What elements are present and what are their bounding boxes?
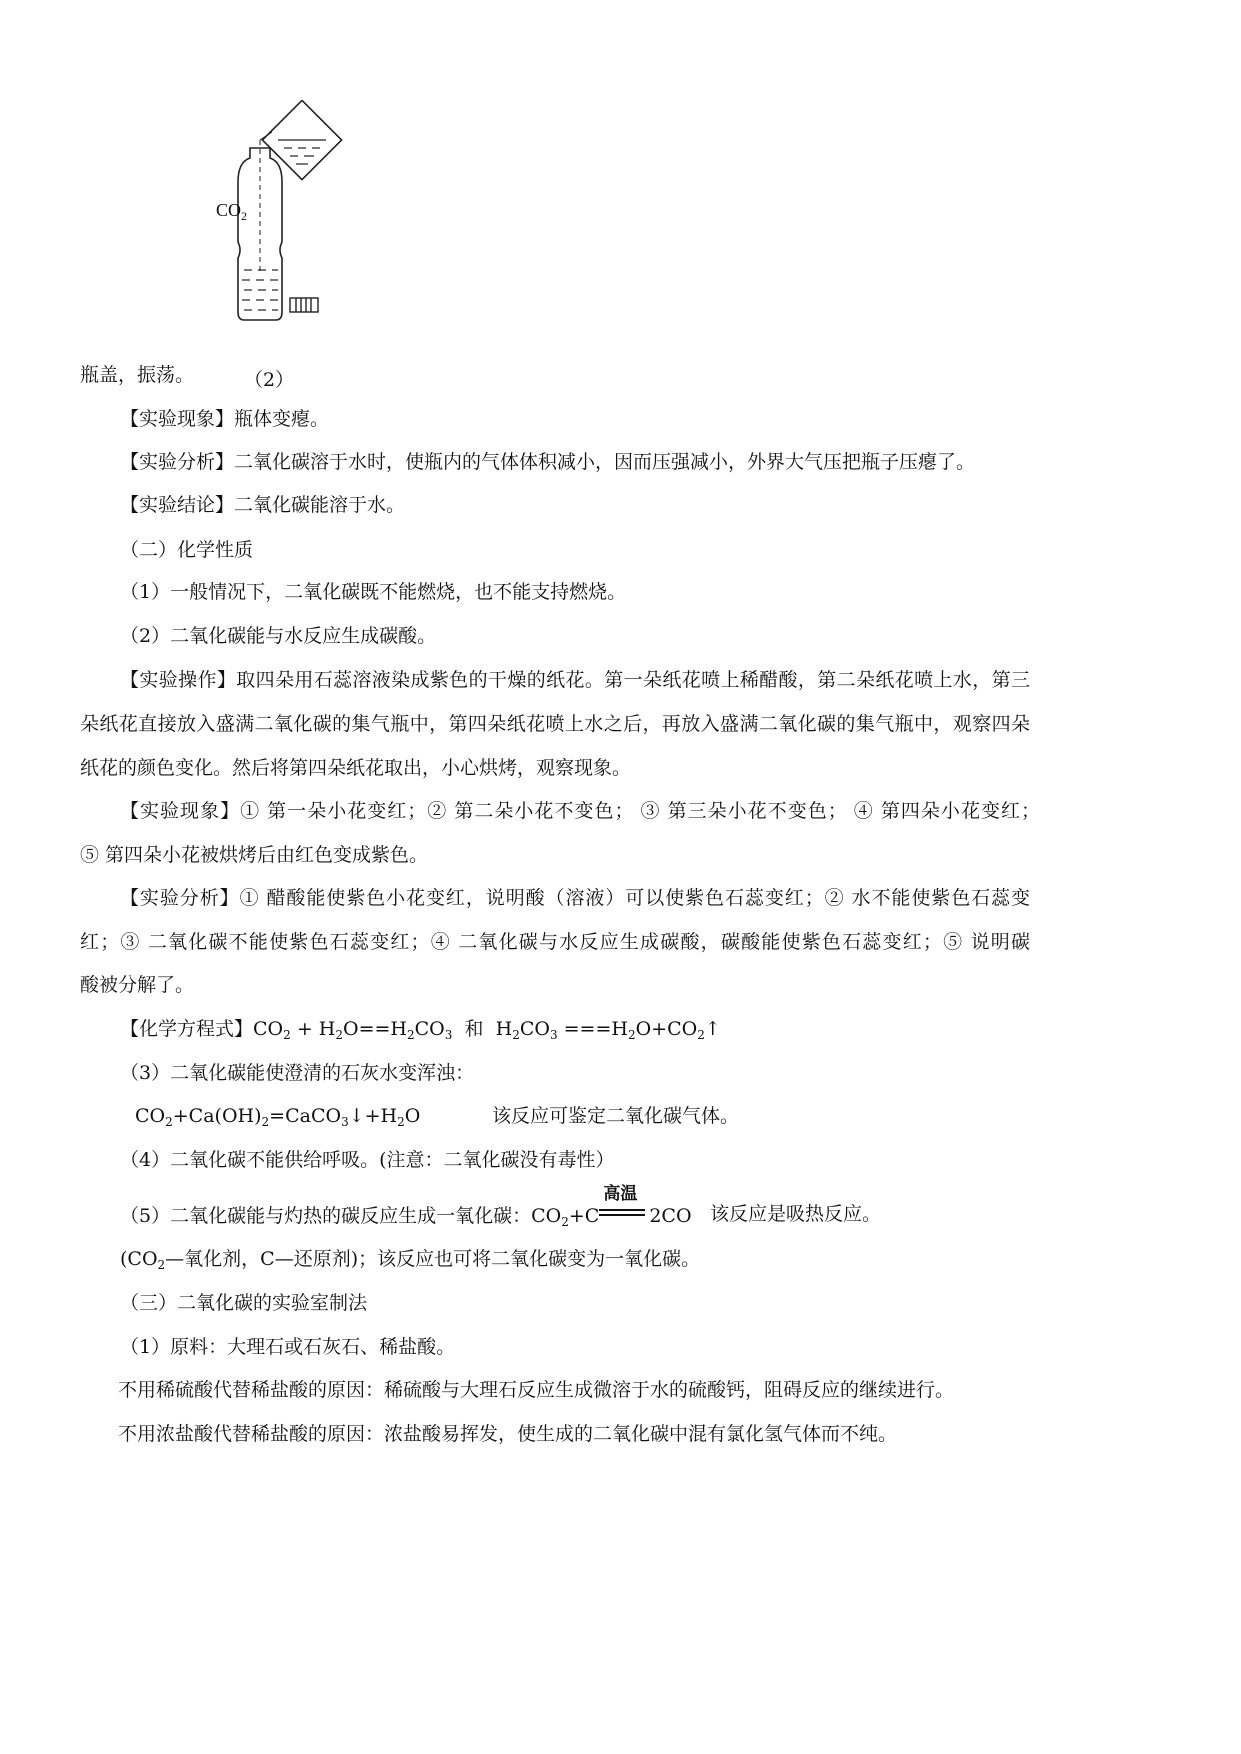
- sub: 3: [549, 1028, 558, 1042]
- eq1-part: ===H: [557, 1018, 628, 1040]
- sub: 2: [157, 1258, 166, 1272]
- sub: 2: [261, 1115, 270, 1129]
- text-line-14: 红；③ 二氧化碳不能使紫色石蕊变红；④ 二氧化碳与水反应生成碳酸，碳酸能使紫色石蕊变红；⑤ 说明碳: [80, 931, 1030, 953]
- text-line-6: （1）一般情况下，二氧化碳既不能燃烧，也不能支持燃烧。: [120, 581, 627, 603]
- text-line-11: 【实验现象】① 第一朵小花变红；② 第二朵小花不变色； ③ 第三朵小花不变色； ④ 第四朵小花变红；: [120, 800, 1040, 822]
- chemical-equation-2: [135, 1104, 420, 1134]
- text-line-23: （1）原料：大理石或石灰石、稀盐酸。: [120, 1336, 456, 1358]
- eq1-part: CO: [414, 1018, 445, 1040]
- eq1-label: 【化学方程式】: [120, 1018, 254, 1040]
- figure-caption: （2）: [244, 369, 295, 391]
- line-21-text: —氧化剂，C—还原剂)；该反应也可将二氧化碳变为一氧化碳。: [165, 1248, 701, 1270]
- sub: 3: [341, 1115, 349, 1129]
- sub: 2: [165, 1115, 173, 1129]
- sub: 2: [407, 1028, 415, 1042]
- text-line-1: 瓶盖，振荡。: [80, 364, 195, 386]
- sub: 2: [697, 1028, 705, 1042]
- reaction-condition: [599, 1184, 671, 1226]
- condition-high-temperature: 高温: [603, 1184, 638, 1204]
- eq2-part: ↓+H: [348, 1105, 398, 1127]
- section-heading-lab-preparation: （三）二氧化碳的实验室制法: [120, 1292, 368, 1314]
- eq2-part: O: [404, 1105, 421, 1127]
- text-line-24: 不用稀硫酸代替稀盐酸的原因：稀硫酸与大理石反应生成微溶于水的硫酸钙，阻碍反应的继续进行。: [118, 1379, 955, 1401]
- sub: 3: [444, 1028, 453, 1042]
- text-line-15: 酸被分解了。: [80, 974, 195, 996]
- section-heading-chemical: （二）化学性质: [120, 539, 254, 561]
- text-line-3: 【实验分析】二氧化碳溶于水时，使瓶内的气体体积减小，因而压强减小，外界大气压把瓶子压瘪了。: [120, 451, 976, 473]
- sub: 2: [397, 1115, 405, 1129]
- gas-label-main: CO: [216, 200, 242, 220]
- eq1-part: H: [495, 1018, 513, 1040]
- eq1-part: + H: [290, 1018, 336, 1040]
- text-line-4: 【实验结论】二氧化碳能溶于水。: [120, 494, 406, 516]
- text-line-2: 【实验现象】瓶体变瘪。: [120, 408, 330, 430]
- eq3-note: 该反应是吸热反应。: [710, 1203, 882, 1225]
- text-line-10: 纸花的颜色变化。然后将第四朵纸花取出，小心烘烤，观察现象。: [80, 757, 632, 779]
- text-line-17: （3）二氧化碳能使澄清的石灰水变浑浊：: [120, 1062, 475, 1084]
- sub: 2: [512, 1028, 520, 1042]
- text-line-25: 不用浓盐酸代替稀盐酸的原因：浓盐酸易挥发，使生成的二氧化碳中混有氯化氢气体而不纯。: [118, 1423, 898, 1445]
- text-line-8: 【实验操作】取四朵用石蕊溶液染成紫色的干燥的纸花。第一朵纸花喷上稀醋酸，第二朵纸花喷上水，第三: [120, 669, 1030, 691]
- text-line-20: [120, 1184, 692, 1234]
- chemical-equation-1: [120, 1017, 721, 1047]
- line-20-text: （5）二氧化碳能与灼热的碳反应生成一氧化碳：: [120, 1205, 532, 1227]
- gas-label-sub: 2: [241, 209, 248, 223]
- eq1-part: O==H: [343, 1018, 407, 1040]
- eq1-part: O+CO: [635, 1018, 698, 1040]
- sub: 2: [335, 1028, 343, 1042]
- text-line-12: ⑤ 第四朵小花被烘烤后由红色变成紫色。: [80, 844, 429, 866]
- eq2-note: 该反应可鉴定二氧化碳气体。: [492, 1105, 740, 1127]
- sub: 2: [561, 1215, 569, 1229]
- eq1-part: CO: [253, 1018, 284, 1040]
- text-line-19: （4）二氧化碳不能供给呼吸。(注意：二氧化碳没有毒性）: [120, 1149, 615, 1171]
- text-line-21: [120, 1247, 700, 1277]
- text-line-7: （2）二氧化碳能与水反应生成碳酸。: [120, 625, 437, 647]
- eq3-part: 2CO: [649, 1205, 692, 1227]
- equals-bar-top: [599, 1209, 645, 1211]
- eq1-part: CO: [519, 1018, 550, 1040]
- sub: 2: [283, 1028, 291, 1042]
- co2-bottle-diagram: [216, 100, 380, 390]
- eq3-part: CO: [531, 1205, 562, 1227]
- eq2-part: +Ca(OH): [172, 1105, 262, 1127]
- eq1-and: 和: [464, 1018, 484, 1040]
- eq2-part: =CaCO: [269, 1105, 342, 1127]
- gas-arrow: ↑: [704, 1018, 721, 1040]
- gas-label: [216, 200, 247, 224]
- eq2-part: CO: [135, 1105, 166, 1127]
- text-line-13: 【实验分析】① 醋酸能使紫色小花变红，说明酸（溶液）可以使紫色石蕊变红；② 水不能使紫色石蕊变: [120, 887, 1030, 909]
- sub: 2: [627, 1028, 636, 1042]
- line-21-part: (CO: [120, 1248, 158, 1270]
- eq3-part: +C: [568, 1205, 600, 1227]
- equals-bar-bottom: [599, 1214, 645, 1216]
- text-line-9: 朵纸花直接放入盛满二氧化碳的集气瓶中，第四朵纸花喷上水之后，再放入盛满二氧化碳的集气瓶中，观察四朵: [80, 713, 1030, 735]
